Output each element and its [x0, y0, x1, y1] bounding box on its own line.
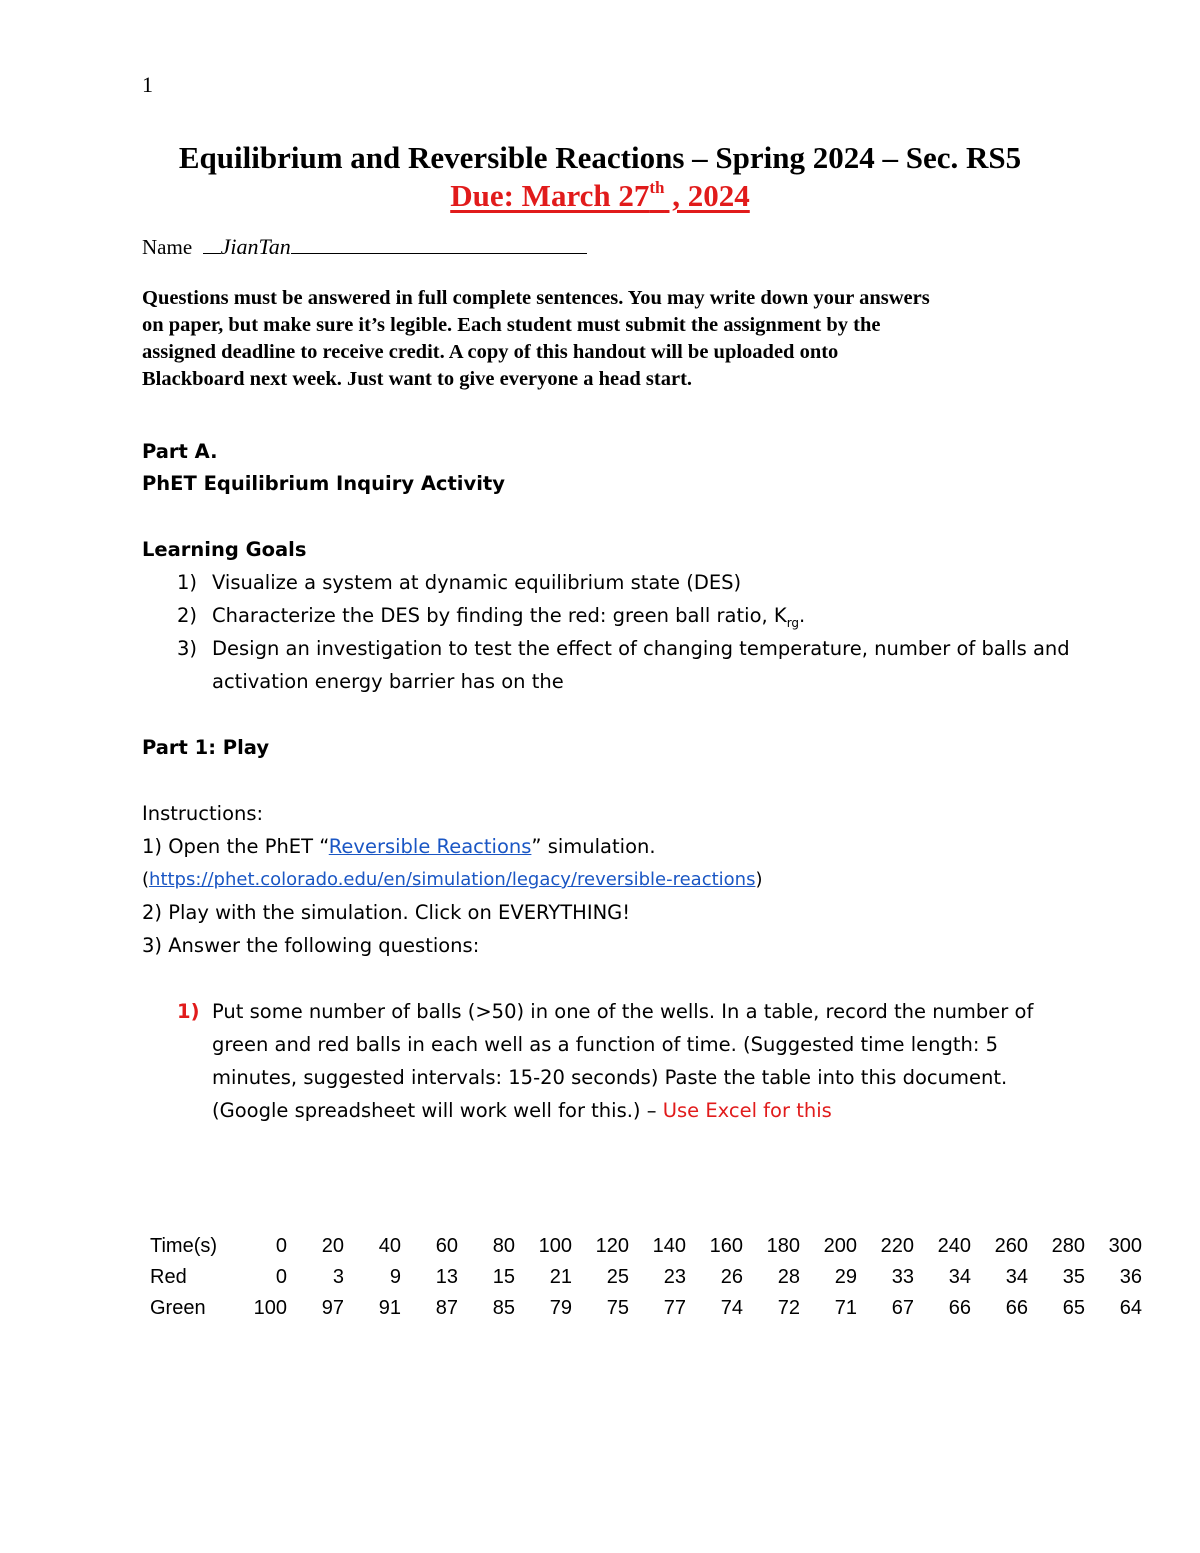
table-cell: 28: [777, 1266, 800, 1288]
table-cell: 33: [891, 1266, 914, 1288]
table-cell: 91: [378, 1297, 401, 1319]
table-cell: 40: [378, 1235, 401, 1257]
table-cell: 280: [1051, 1235, 1085, 1257]
table-cell: 25: [606, 1266, 629, 1288]
goal-item-2: Characterize the DES by finding the red: green ball ratio, $K_{rg}$.: [212, 604, 806, 630]
table-cell: 120: [595, 1235, 629, 1257]
part-a-subheading: PhET Equilibrium Inquiry Activity: [142, 472, 505, 495]
simulation-url-link[interactable]: https://phet.colorado.edu/en/simulation/legacy/reversible-reactions: [149, 869, 756, 890]
question-1-line-1: Put some number of balls (>50) in one of the wells. In a table, record the number of: [212, 1000, 1034, 1023]
step-3: 3) Answer the following questions:: [142, 934, 480, 957]
excel-note: Use Excel for this: [662, 1099, 832, 1122]
table-cell: 79: [549, 1297, 572, 1319]
simulation-link[interactable]: Reversible Reactions: [328, 835, 532, 858]
goal-item-3-line-2: activation energy barrier has on the: [212, 670, 564, 693]
part-1-heading: Part 1: Play: [142, 736, 270, 759]
table-cell: 240: [937, 1235, 971, 1257]
step-1: 1) Open the PhET “Reversible Reactions” simulation.: [142, 835, 656, 858]
table-cell: 220: [880, 1235, 914, 1257]
table-cell: 35: [1062, 1266, 1085, 1288]
question-1-line-4: (Google spreadsheet will work well for this.) – Use Excel for this: [212, 1099, 832, 1122]
document-title: Equilibrium and Reversible Reactions – Spring 2024 – Sec. RS5: [178, 140, 1022, 175]
due-suffix: , 2024: [664, 178, 750, 213]
goal-item-3-line-1: Design an investigation to test the effect of changing temperature, number of balls and: [212, 637, 1070, 660]
table-cell: 21: [549, 1266, 572, 1288]
table-cell: 180: [766, 1235, 800, 1257]
table-cell: 65: [1062, 1297, 1085, 1319]
table-cell: 67: [891, 1297, 914, 1319]
table-cell: 66: [1005, 1297, 1028, 1319]
step-2: 2) Play with the simulation. Click on EVERYTHING!: [142, 901, 631, 924]
table-cell: 300: [1108, 1235, 1142, 1257]
instructions-line-1: Questions must be answered in full complete sentences. You may write down your answers: [142, 287, 930, 309]
instructions-line-4: Blackboard next week. Just want to give everyone a head start.: [142, 368, 693, 390]
table-cell: 15: [492, 1266, 515, 1288]
table-cell: 100: [538, 1235, 572, 1257]
instructions-line-3: assigned deadline to receive credit. A copy of this handout will be uploaded onto: [142, 341, 839, 363]
part-a-heading: Part A.: [142, 440, 218, 463]
question-1-line-2: green and red balls in each well as a function of time. (Suggested time length: 5: [212, 1033, 999, 1056]
row-label: Time(s): [150, 1235, 218, 1257]
page-number: 1: [142, 72, 153, 97]
table-cell: 36: [1119, 1266, 1142, 1288]
name-underline: [291, 235, 587, 254]
table-cell: 140: [652, 1235, 686, 1257]
question-1-line-3: minutes, suggested intervals: 15-20 seconds) Paste the table into this document.: [212, 1066, 1008, 1089]
due-superscript: th: [649, 178, 665, 197]
due-date: [0, 178, 1200, 214]
table-cell: 75: [606, 1297, 629, 1319]
table-cell: 0: [275, 1266, 287, 1288]
goal-number: 3): [177, 637, 198, 660]
instructions-label: Instructions:: [142, 802, 264, 825]
simulation-url-line: (https://phet.colorado.edu/en/simulation/legacy/reversible-reactions): [142, 869, 763, 890]
goal-number: 2): [177, 604, 198, 627]
goal-number: 1): [177, 571, 198, 594]
table-cell: 71: [834, 1297, 857, 1319]
table-cell: 23: [663, 1266, 686, 1288]
table-cell: 260: [994, 1235, 1028, 1257]
table-cell: 34: [1005, 1266, 1028, 1288]
name-label: Name: [142, 235, 193, 259]
table-cell: 85: [492, 1297, 515, 1319]
table-cell: 3: [332, 1266, 344, 1288]
row-label: Red: [150, 1266, 187, 1288]
table-cell: 64: [1119, 1297, 1142, 1319]
table-cell: 72: [777, 1297, 800, 1319]
table-cell: 200: [823, 1235, 857, 1257]
table-row: [142, 1293, 1142, 1324]
instructions-line-2: on paper, but make sure it’s legible. Each student must submit the assignment by the: [142, 314, 881, 336]
table-cell: 0: [275, 1235, 287, 1257]
question-1-number: 1): [177, 1000, 200, 1023]
table-row: [142, 1262, 1142, 1293]
data-table: [142, 1231, 1142, 1324]
table-cell: 66: [948, 1297, 971, 1319]
table-cell: 26: [720, 1266, 743, 1288]
table-cell: 13: [435, 1266, 458, 1288]
table-cell: 20: [321, 1235, 344, 1257]
name-value: JianTan: [220, 234, 291, 259]
table-cell: 100: [253, 1297, 287, 1319]
table-cell: 87: [435, 1297, 458, 1319]
table-row: [142, 1231, 1142, 1262]
table-cell: 9: [389, 1266, 401, 1288]
table-cell: 29: [834, 1266, 857, 1288]
goal-item-1: Visualize a system at dynamic equilibrium state (DES): [212, 571, 742, 594]
row-label: Green: [150, 1297, 206, 1319]
name-field[interactable]: [142, 234, 587, 260]
table-cell: 77: [663, 1297, 686, 1319]
table-cell: 160: [709, 1235, 743, 1257]
table-cell: 97: [321, 1297, 344, 1319]
table-cell: 34: [948, 1266, 971, 1288]
table-cell: 60: [435, 1235, 458, 1257]
due-prefix: Due: March 27: [450, 178, 650, 213]
table-cell: 80: [492, 1235, 515, 1257]
table-cell: 74: [720, 1297, 743, 1319]
learning-goals-heading: Learning Goals: [142, 538, 307, 561]
